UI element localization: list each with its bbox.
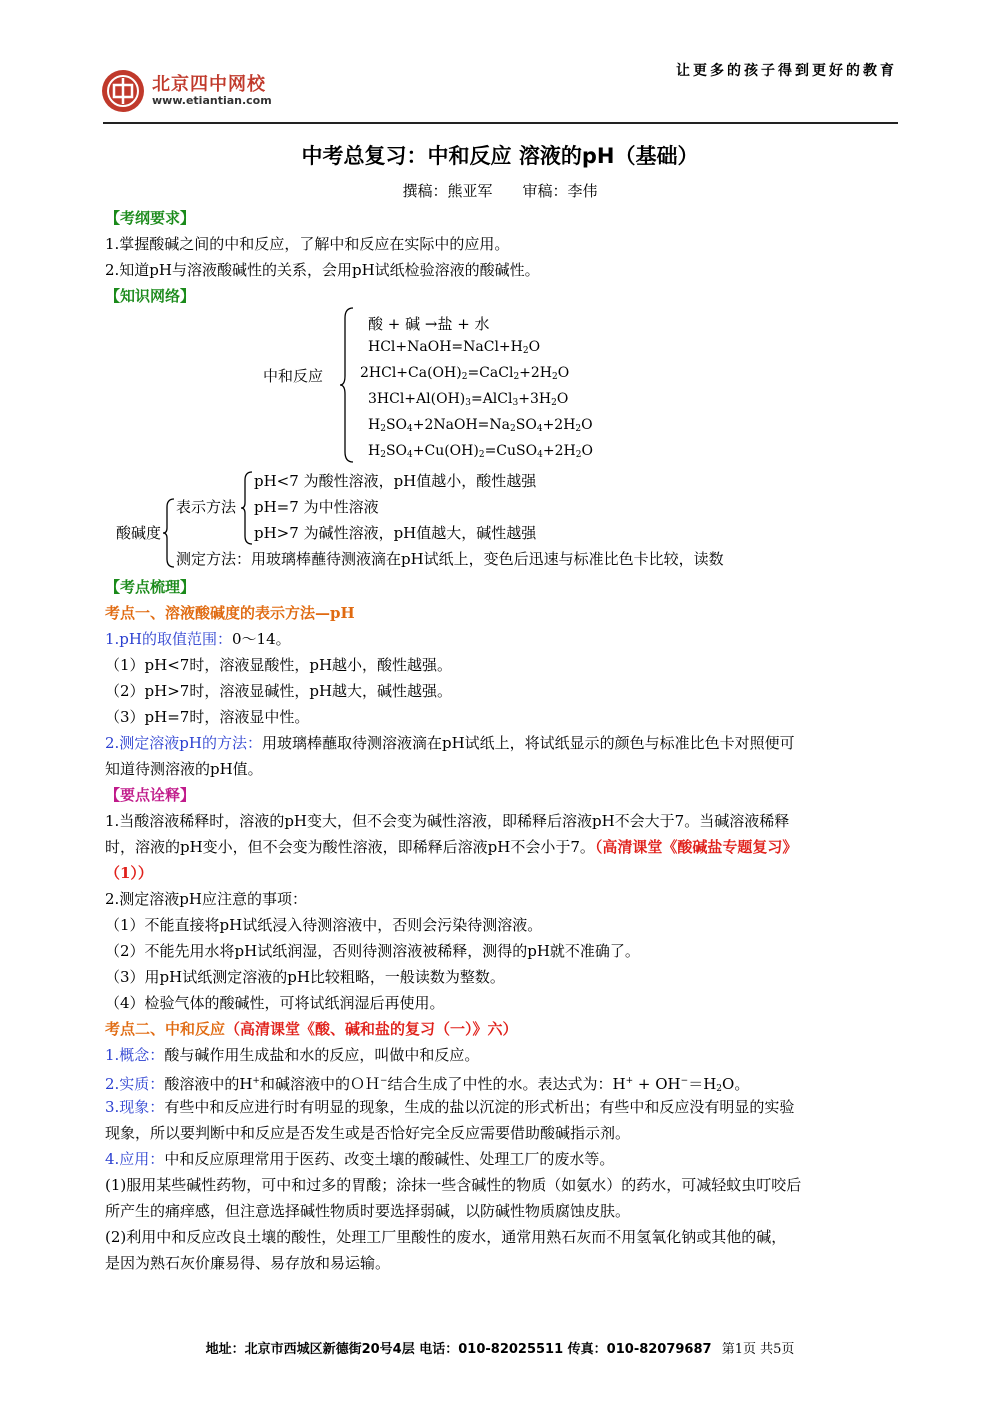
key1-link[interactable]: （高清课堂《酸碱盐专题复习》: [594, 838, 798, 856]
concept: [105, 1042, 900, 1068]
concept-text: 酸与碱作用生成盐和水的反应，叫做中和反应。: [164, 1046, 480, 1064]
key2-title: 2.测定溶液pH应注意的事项：: [105, 890, 307, 908]
p1-item-2: （2）pH>7时，溶液显碱性，pH越大，碱性越强。: [105, 682, 453, 700]
brace-acidity: [162, 497, 176, 573]
p1-method-cont: 知道待测溶液的pH值。: [105, 760, 263, 778]
essence-text-a: 酸溶液中的H: [164, 1075, 253, 1093]
eq-hcl-caoh: $2HCl+Ca(OH)_2=CaCl_2+2H_2O$: [360, 365, 570, 382]
app1-line1: (1)服用某些碱性药物，可中和过多的胃酸；涂抹一些含碱性的物质（如氨水）的药水，可减轻蚊虫叮咬后: [105, 1176, 802, 1194]
logo-url: www.etiantian.com: [152, 94, 272, 107]
essence: 2.实质：酸溶液中的H+和碱溶液中的ＯＨ−结合生成了中性的水。表达式为：$H^+ + OH^-=H_2O$。: [105, 1075, 750, 1094]
repr-label: 表示方法: [176, 498, 237, 516]
eq-general: 酸 + 碱 →盐 + 水: [368, 315, 490, 333]
app2-line2: 是因为熟石灰价廉易得、易存放和易运输。: [105, 1254, 391, 1272]
page-title: 中考总复习：中和反应 溶液的pH（基础）: [301, 144, 699, 168]
p1-item-1: （1）pH<7时，溶液显酸性，pH越小，酸性越强。: [105, 656, 453, 674]
eq-h2so4-naoh: $H_2SO_4+2NaOH=Na_2SO_4+2H_2O$: [368, 417, 593, 434]
point2-title: [105, 1016, 900, 1042]
key1-link-cont[interactable]: （1））: [105, 864, 153, 882]
eq-hcl-naoh: $HCl+NaOH=NaCl+H_2O$: [368, 339, 541, 356]
footer: [0, 1338, 1000, 1357]
repr-item-acid: pH<7 为酸性溶液，pH值越小，酸性越强: [254, 472, 537, 490]
essence-text-b: 和碱溶液中的ＯＨ: [259, 1075, 380, 1093]
brace-repr: [240, 470, 254, 550]
header-rule: [103, 122, 898, 124]
eq-h2so4-cuoh: $H_2SO_4+Cu(OH)_2=CuSO_4+2H_2O$: [368, 443, 593, 460]
repr-item-base: pH>7 为碱性溶液，pH值越大，碱性越强: [254, 524, 537, 542]
p1-range: [105, 626, 900, 652]
logo-name: 北京四中网校: [152, 74, 266, 95]
key2-item-3: （3）用pH试纸测定溶液的pH比较粗略，一般读数为整数。: [105, 968, 505, 986]
essence-text-e: ＝H: [688, 1075, 717, 1093]
app1-line2: 所产生的痛痒感，但注意选择碱性物质时要选择弱碱，以防碱性物质腐蚀皮肤。: [105, 1202, 631, 1220]
footer-page: 第1页 共5页: [721, 1342, 795, 1357]
application: [105, 1146, 900, 1172]
essence-text-f: O。: [722, 1075, 750, 1093]
point2-link[interactable]: （高清课堂《酸、碱和盐的复习（一）》六）: [225, 1020, 518, 1038]
phenomenon-label: 3.现象：: [105, 1098, 165, 1116]
app2-line1: (2)利用中和反应改良土壤的酸性，处理工厂里酸性的废水，通常用熟石灰而不用氢氧化钠或其他的碱，: [105, 1228, 787, 1246]
key2-item-4: （4）检验气体的酸碱性，可将试纸润湿后再使用。: [105, 994, 445, 1012]
essence-text-d: + OH: [633, 1075, 681, 1093]
key2-item-1: （1）不能直接将pH试纸浸入待测溶液中，否则会污染待测溶液。: [105, 916, 543, 934]
p1-method-label: 2.测定溶液pH的方法：: [105, 734, 262, 752]
logo: [100, 68, 300, 114]
key1-line2-text: 时，溶液的pH变小，但不会变为酸性溶液，即稀释后溶液pH不会小于7。: [105, 838, 595, 856]
key1-line2: [105, 834, 900, 860]
heading-requirements: 【考纲要求】: [105, 209, 196, 227]
key1-line1: 1.当酸溶液稀释时，溶液的pH变大，但不会变为碱性溶液，即稀释后溶液pH不会大于7。当碱溶液稀释: [105, 812, 790, 830]
req-item-2: 2.知道pH与溶液酸碱性的关系，会用pH试纸检验溶液的酸碱性。: [105, 261, 540, 279]
key2-item-2: （2）不能先用水将pH试纸润湿，否则待测溶液被稀释，测得的pH就不准确了。: [105, 942, 640, 960]
p1-range-label: 1.pH的取值范围：: [105, 630, 232, 648]
measure-method: 测定方法：用玻璃棒蘸待测液滴在pH试纸上，变色后迅速与标准比色卡比较，读数: [176, 550, 724, 568]
application-label: 4.应用：: [105, 1150, 165, 1168]
heading-points: 【考点梳理】: [105, 578, 196, 596]
authors: 撰稿：熊亚军 审稿：李伟: [402, 182, 598, 200]
footer-address: 地址：北京市西城区新德街20号4层 电话：010-82025511 传真：010-82079687: [205, 1342, 712, 1357]
header-tagline: 让更多的孩子得到更好的教育: [676, 63, 897, 79]
p1-item-3: （3）pH=7时，溶液显中性。: [105, 708, 310, 726]
point1-title: 考点一、溶液酸碱度的表示方法—pH: [105, 604, 355, 622]
heading-key: 【要点诠释】: [105, 786, 196, 804]
p1-method-text: 用玻璃棒蘸取待测溶液滴在pH试纸上，将试纸显示的颜色与标准比色卡对照便可: [262, 734, 795, 752]
phenomenon-text: 有些中和反应进行时有明显的现象，生成的盐以沉淀的形式析出；有些中和反应没有明显的实验: [164, 1098, 795, 1116]
neutral-label: 中和反应: [263, 367, 324, 385]
essence-label: 2.实质：: [105, 1075, 165, 1093]
phenomenon: [105, 1094, 900, 1120]
p1-method: [105, 730, 900, 756]
heading-network: 【知识网络】: [105, 287, 196, 305]
point2-title-text: 考点二、中和反应: [105, 1020, 226, 1038]
phenomenon-cont: 现象，所以要判断中和反应是否发生或是否恰好完全反应需要借助酸碱指示剂。: [105, 1124, 631, 1142]
application-text: 中和反应原理常用于医药、改变土壤的酸碱性、处理工厂的废水等。: [164, 1150, 615, 1168]
p1-range-text: 0～14。: [232, 630, 291, 648]
eq-hcl-aloh: $3HCl+Al(OH)_3=AlCl_3+3H_2O$: [368, 391, 569, 408]
repr-item-neutral: pH=7 为中性溶液: [254, 498, 379, 516]
acidity-label: 酸碱度: [116, 524, 162, 542]
logo-emblem-icon: [100, 68, 146, 114]
req-item-1: 1.掌握酸碱之间的中和反应，了解中和反应在实际中的应用。: [105, 235, 510, 253]
concept-label: 1.概念：: [105, 1046, 165, 1064]
brace-neutral: [339, 306, 355, 468]
essence-text-c: 结合生成了中性的水。表达式为：H: [387, 1075, 626, 1093]
